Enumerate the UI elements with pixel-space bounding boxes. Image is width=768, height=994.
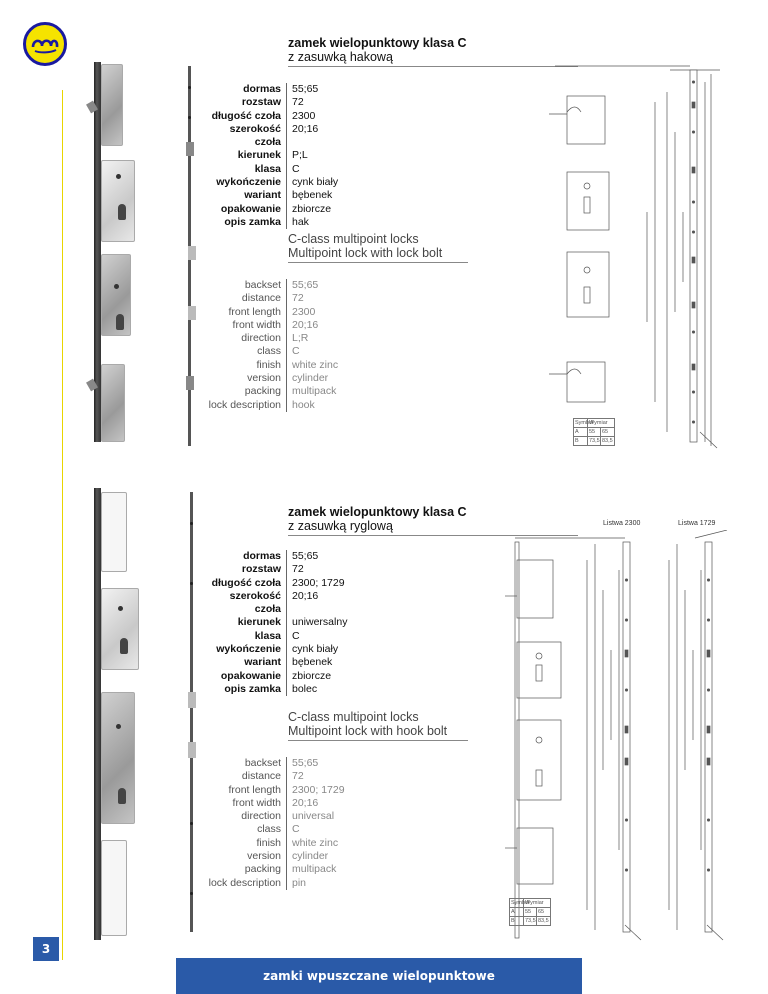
spec-row — [205, 837, 345, 850]
section2-subtitle-pl: z zasuwką ryglową — [288, 519, 393, 533]
spec-value: 20;16 — [292, 122, 319, 135]
table-cell: 65 — [602, 429, 609, 435]
spec-value: 55;65 — [292, 550, 319, 562]
spec-key: class — [205, 823, 287, 836]
left-strip — [0, 0, 63, 994]
spec-key: rozstaw — [205, 563, 287, 576]
section2-technical-drawing — [495, 530, 730, 950]
spec-value: hook — [292, 398, 315, 411]
table-cell: B — [510, 917, 524, 925]
table-cell: 73,5 — [589, 438, 600, 444]
section2-specs-en — [205, 757, 345, 890]
spec-value: 72 — [292, 770, 304, 783]
spec-value: hak — [292, 215, 309, 228]
table-cell: A — [574, 428, 588, 436]
spec-row — [205, 563, 347, 576]
spec-row — [205, 292, 338, 305]
spec-key: opis zamka — [205, 216, 287, 229]
section1-subtitle-en: Multipoint lock with lock bolt — [288, 246, 443, 260]
spec-value: P;L — [292, 149, 308, 162]
spec-row — [205, 123, 338, 150]
spec-value: bębenek — [292, 189, 333, 202]
table-header-dimension: Wymiar — [525, 900, 544, 906]
spec-row — [205, 823, 345, 836]
table-cell: 55 — [524, 908, 537, 916]
spec-key: rozstaw — [205, 96, 287, 109]
spec-value: cylinder — [292, 372, 329, 385]
spec-value: 55;65 — [292, 279, 319, 291]
spec-row — [205, 683, 347, 696]
spec-value: 20;16 — [292, 796, 319, 809]
product-photo-pin-lock — [92, 488, 152, 940]
spec-key: finish — [205, 359, 287, 372]
spec-key: lock description — [205, 399, 287, 412]
spec-value: 72 — [292, 292, 304, 305]
page-number: 3 — [33, 937, 59, 961]
spec-key: distance — [205, 770, 287, 783]
spec-key: szerokość czoła — [205, 590, 287, 617]
listwa-2300-label: Listwa 2300 — [603, 520, 641, 527]
spec-value: uniwersalny — [292, 616, 348, 629]
spec-key: front length — [205, 784, 287, 797]
spec-value: cynk biały — [292, 176, 339, 189]
spec-row — [205, 279, 338, 292]
table-header-dimension: Wymiar — [589, 420, 608, 426]
spec-row — [205, 110, 338, 123]
spec-key: kierunek — [205, 616, 287, 629]
spec-row — [205, 590, 347, 617]
spec-value: C — [292, 823, 300, 836]
spec-value: cynk biały — [292, 643, 339, 656]
spec-key: front width — [205, 319, 287, 332]
section2-title-pl: zamek wielopunktowy klasa C — [288, 505, 467, 519]
spec-row — [205, 797, 345, 810]
spec-value: C — [292, 629, 300, 642]
spec-value: white zinc — [292, 836, 339, 849]
spec-key: dormas — [205, 550, 287, 563]
section1-title-pl: zamek wielopunktowy klasa C — [288, 36, 467, 50]
spec-key: opakowanie — [205, 670, 287, 683]
spec-key: dormas — [205, 83, 287, 96]
spec-key: szerokość czoła — [205, 123, 287, 150]
spec-value: zbiorcze — [292, 202, 332, 215]
spec-row — [205, 670, 347, 683]
spec-value: 72 — [292, 96, 304, 109]
spec-value: 2300; 1729 — [292, 576, 345, 589]
spec-value: zbiorcze — [292, 669, 332, 682]
table-cell: 55 — [588, 428, 601, 436]
spec-key: finish — [205, 837, 287, 850]
spec-row — [205, 656, 347, 669]
listwa-1729-label: Listwa 1729 — [678, 520, 716, 527]
spec-key: długość czoła — [205, 577, 287, 590]
table-cell: 83,5 — [602, 438, 613, 444]
spec-key: distance — [205, 292, 287, 305]
spec-row — [205, 385, 338, 398]
spec-value: bębenek — [292, 656, 333, 669]
spec-value: bolec — [292, 682, 318, 695]
section1-title-en: C-class multipoint locks — [288, 232, 419, 246]
spec-row — [205, 332, 338, 345]
spec-value: multipack — [292, 863, 337, 876]
spec-value: universal — [292, 810, 335, 823]
spec-key: lock description — [205, 877, 287, 890]
spec-key: front width — [205, 797, 287, 810]
spec-row — [205, 770, 345, 783]
spec-value: L;R — [292, 332, 309, 345]
section1-dimension-table — [573, 418, 615, 446]
spec-row — [205, 203, 338, 216]
spec-key: długość czoła — [205, 110, 287, 123]
spec-row — [205, 810, 345, 823]
spec-value: 20;16 — [292, 318, 319, 331]
spec-row — [205, 359, 338, 372]
table-header-symbol: Symbol — [511, 900, 530, 906]
spec-row — [205, 630, 347, 643]
spec-key: direction — [205, 332, 287, 345]
section1-specs-pl — [205, 83, 338, 229]
spec-key: direction — [205, 810, 287, 823]
section2-title-en: C-class multipoint locks — [288, 710, 419, 724]
spec-row — [205, 319, 338, 332]
spec-key: version — [205, 372, 287, 385]
brand-logo-icon — [23, 22, 67, 66]
spec-row — [205, 372, 338, 385]
section1-subtitle-pl: z zasuwką hakową — [288, 50, 393, 64]
section1-specs-en — [205, 279, 338, 412]
spec-row — [205, 306, 338, 319]
spec-row — [205, 163, 338, 176]
spec-value: white zinc — [292, 358, 339, 371]
spec-key: klasa — [205, 630, 287, 643]
spec-key: wariant — [205, 656, 287, 669]
spec-row — [205, 577, 347, 590]
spec-value: cylinder — [292, 850, 329, 863]
spec-key: wykończenie — [205, 643, 287, 656]
spec-value: 20;16 — [292, 589, 319, 602]
spec-row — [205, 643, 347, 656]
spec-row — [205, 550, 347, 563]
spec-key: wariant — [205, 189, 287, 202]
spec-row — [205, 149, 338, 162]
spec-key: klasa — [205, 163, 287, 176]
spec-key: class — [205, 345, 287, 358]
table-cell: B — [574, 437, 588, 445]
spec-key: backset — [205, 279, 287, 292]
spec-row — [205, 784, 345, 797]
spec-key: wykończenie — [205, 176, 287, 189]
spec-key: packing — [205, 385, 287, 398]
table-cell: 73,5 — [525, 918, 536, 924]
spec-key: opis zamka — [205, 683, 287, 696]
spec-row — [205, 345, 338, 358]
spec-row — [205, 189, 338, 202]
spec-row — [205, 757, 345, 770]
spec-key: front length — [205, 306, 287, 319]
spec-row — [205, 863, 345, 876]
table-cell: A — [510, 908, 524, 916]
product-photo-hook-lock — [88, 62, 148, 442]
spec-key: opakowanie — [205, 203, 287, 216]
section2-dimension-table — [509, 898, 551, 926]
divider-line — [62, 90, 63, 960]
spec-key: kierunek — [205, 149, 287, 162]
spec-key: version — [205, 850, 287, 863]
spec-row — [205, 216, 338, 229]
spec-row — [205, 616, 347, 629]
section2-subtitle-en: Multipoint lock with hook bolt — [288, 724, 448, 738]
spec-row — [205, 850, 345, 863]
section1-header-en — [288, 232, 538, 263]
table-header-symbol: Symbol — [575, 420, 594, 426]
spec-value: C — [292, 162, 300, 175]
section1-technical-drawing — [535, 62, 725, 452]
spec-row — [205, 877, 345, 890]
spec-value: 2300 — [292, 305, 316, 318]
table-cell: 83,5 — [538, 918, 549, 924]
spec-value: C — [292, 345, 300, 358]
spec-value: 72 — [292, 563, 304, 576]
spec-row — [205, 176, 338, 189]
spec-value: pin — [292, 876, 307, 889]
spec-row — [205, 96, 338, 109]
spec-row — [205, 399, 338, 412]
spec-key: packing — [205, 863, 287, 876]
table-cell: 65 — [538, 909, 545, 915]
spec-value: 55;65 — [292, 83, 319, 95]
spec-value: 2300; 1729 — [292, 783, 345, 796]
section2-specs-pl — [205, 550, 347, 696]
spec-value: 55;65 — [292, 757, 319, 769]
footer-banner: zamki wpuszczane wielopunktowe — [176, 958, 582, 994]
spec-value: multipack — [292, 385, 337, 398]
spec-row — [205, 83, 338, 96]
spec-value: 2300 — [292, 109, 316, 122]
spec-key: backset — [205, 757, 287, 770]
